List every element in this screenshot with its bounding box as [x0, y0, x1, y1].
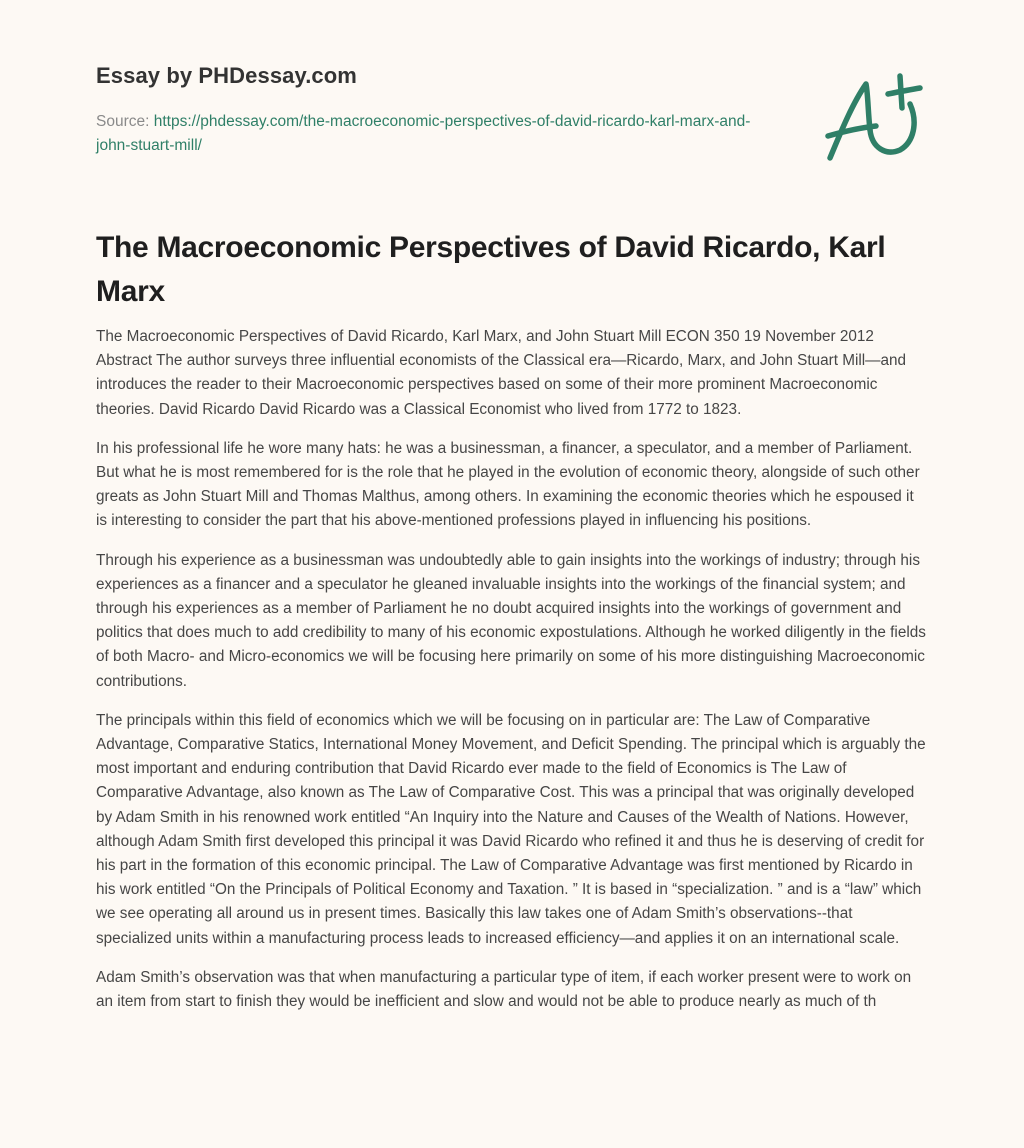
paragraph: The principals within this field of economics which we will be focusing on in particular are: The Law of Comparative Advantage, Comparative Statics, International Money Movement, and Deficit Spending. The principal which is arguably the most important and enduring contribution that David Ricardo ever made to the field of Economics is The Law of Comparative Advantage, also known as The Law of Comparative Cost. This was a principal that was originally developed by Adam Smith in his renowned work entitled “An Inquiry into the Nature and Causes of the Wealth of Nations. However, although Adam Smith first developed this principal it was David Ricardo who refined it and thus he is deserving of credit for his part in the formation of this economic principal. The Law of Comparative Advantage was first mentioned by Ricardo in his work entitled “On the Principals of Political Economy and Taxation. ” It is based in “specialization. ” and is a “law” which we see operating all around us in present times. Basically this law takes one of Adam Smith’s observations--that specialized units within a manufacturing process leads to increased efficiency—and applies it on an international scale. — [96, 711, 926, 947]
paragraph: In his professional life he wore many hats: he was a businessman, a financer, a speculator, and a member of Parliament. But what he is most remembered for is the role that he played in the evolution of economic theory, alongside of such other greats as John Stuart Mill and Thomas Malthus, among others. In examining the economic theories which he espoused it is interesting to consider the part that his above-mentioned professions played in influencing his positions. — [96, 439, 920, 530]
source-line — [96, 110, 756, 158]
paragraph: The Macroeconomic Perspectives of David Ricardo, Karl Marx, and John Stuart Mill ECON 350 19 November 2012 Abstract The author surveys three influential economists of the Classical era—Ricardo, Marx, and John Stuart Mill—and introduces the reader to their Macroeconomic perspectives based on some of their more prominent Macroeconomic theories. David Ricardo David Ricardo was a Classical Economist who lived from 1772 to 1823. — [96, 328, 906, 418]
a-plus-grade-icon — [818, 64, 930, 168]
document-body — [96, 325, 926, 1029]
site-title: Essay by PHDessay.com — [96, 63, 357, 88]
source-label: Source: — [96, 113, 150, 130]
paragraph: Through his experience as a businessman was undoubtedly able to gain insights into the workings of industry; through his experiences as a financer and a speculator he gleaned invaluable insights into the workings of the financial system; and through his experiences as a member of Parliament he no doubt acquired insights into the workings of government and politics that does much to add credibility to many of his economic expostulations. Although he worked diligently in the fields of both Macro- and Micro-economics we will be focusing here primarily on some of his more distinguishing Macroeconomic contributions. — [96, 551, 926, 690]
document-title: The Macroeconomic Perspectives of David Ricardo, Karl Marx — [96, 231, 886, 308]
source-link[interactable]: https://phdessay.com/the-macroeconomic-perspectives-of-david-ricardo-karl-marx-and-john-stuart-mill/ — [96, 113, 751, 154]
paragraph: Adam Smith’s observation was that when manufacturing a particular type of item, if each worker present were to work on an item from start to finish they would be inefficient and slow and would not be able to produce nearly as much of th — [96, 968, 912, 1011]
